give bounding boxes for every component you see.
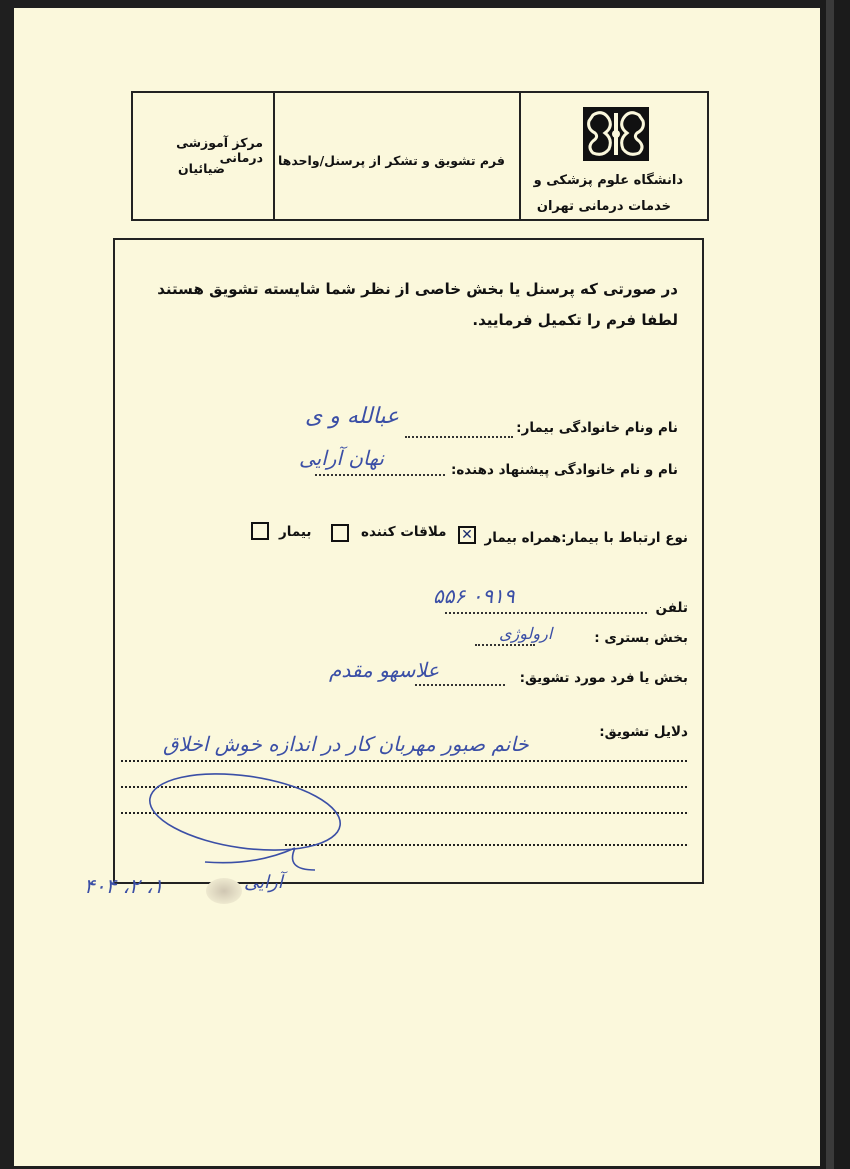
proposer-name-label: نام و نام خانوادگی پیشنهاد دهنده: [450,462,678,478]
phone-handwriting: ۰۹۱۹ ۵۵۶ [433,584,515,608]
form-box [113,238,704,884]
check-mark-icon: ✕ [461,527,473,543]
ward-label: بخش بستری : [594,630,688,646]
scan-edge [820,0,850,1169]
relation-option-visitor: ملاقات کننده [361,524,447,540]
header-table [131,91,709,221]
intro-text: در صورتی که پرسنل یا بخش خاصی از نظر شما شایسته تشویق هستند لطفا فرم را تکمیل فرمایید. [157,280,678,329]
center-name-line2: ضیائیان [177,161,225,176]
target-label: بخش یا فرد مورد تشویق: [519,670,688,686]
patient-name-line [405,436,513,438]
center-cell [133,93,273,219]
patient-name-handwriting: ﻋﺒﺎﻟﻠﻪ ﻭ ی [305,404,400,429]
checkbox-visitor[interactable] [331,524,349,542]
checkbox-patient[interactable] [251,522,269,540]
center-name-line1: مرکز آموزشی درمانی [176,135,263,165]
university-name-line1: دانشگاه علوم پزشکی و [533,173,683,188]
stamp-smudge [206,878,242,904]
phone-line [445,612,647,614]
ward-handwriting: ﺍﺭﻭﻟﻮﮊی [499,624,553,643]
reasons-line-1 [121,760,687,762]
phone-label: تلفن [655,600,688,616]
form-title-cell [273,93,519,219]
reasons-label: دلایل تشویق: [599,724,688,740]
reasons-handwriting: ﺧﺎﻧﻢ ﺻﺒﻮﺭ ﻣﻬﺮﺑﺎﻥ ﮐﺎﺭ ﺩﺭ ﺍﻧﺪﺍﺯﻩ ﺧﻮﺵ ﺍﺧﻼﻕ [163,732,529,756]
relation-label-text: نوع ارتباط با بیمار: [561,530,688,546]
relation-option-patient: بیمار [279,524,312,540]
signature-date-handwriting: ۴۰۴ ،۲ ،۱ [84,874,164,898]
proposer-name-handwriting: ﻧﻬﺎﻥ آﺭﺍیی [299,446,384,470]
signature-scribble [145,770,355,880]
proposer-name-line [315,474,445,476]
university-name-line2: خدمات درمانی تهران [536,199,671,214]
ward-line [475,644,535,646]
relation-option-companion: همراه بیمار [484,530,562,546]
university-emblem-icon [583,107,649,159]
target-handwriting: ﻋﻠﺎﺳﻬﻮ ﻣﻘﺪﻡ [329,658,440,682]
patient-name-label: نام ونام خانوادگی بیمار: [516,420,678,436]
relation-label [484,530,688,546]
target-line [415,684,505,686]
university-cell [519,93,707,219]
signature-name-handwriting: آﺭﺍیی [244,872,283,893]
checkbox-companion[interactable] [458,526,476,544]
form-title: فرم تشویق و تشکر از پرسنل/واحدها [277,153,505,168]
scan-edge-strip [826,0,834,1169]
